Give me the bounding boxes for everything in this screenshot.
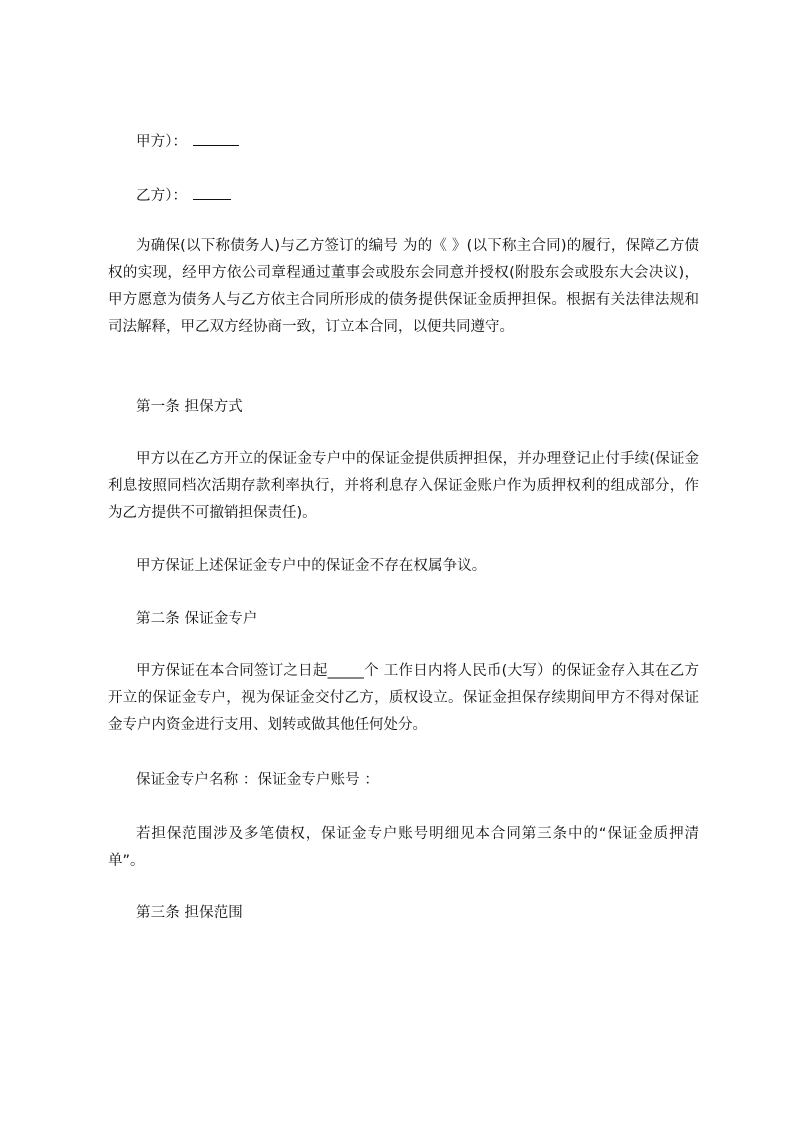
party-b-label: 乙方）： — [136, 188, 188, 204]
article3-title: 第三条 担保范围 — [136, 905, 243, 921]
article1-title: 第一条 担保方式 — [136, 399, 243, 415]
account-line: 保证金专户名称 ：保证金专户账号 ： — [136, 772, 380, 788]
party-a-blank — [193, 131, 239, 146]
party-b-line — [136, 185, 231, 206]
article2-paragraph2: 若担保范围涉及多笔债权，保证金专户账号明细见本合同第三条中的“保证金质押清单”。 — [108, 826, 699, 869]
party-a-line — [136, 131, 239, 152]
article2-title: 第二条 保证金专户 — [136, 611, 258, 627]
party-b-blank — [193, 185, 231, 200]
article1-paragraph1: 甲方以在乙方开立的保证金专户中的保证金提供质押担保，并办理登记止付手续(保证金利息按照同档次活期存款利率执行，并将利息存入保证金账户作为质押权利的组成部分，作为乙方提供不可撤销担保责任)。 — [108, 451, 699, 521]
article2-paragraph1: 甲方保证在本合同签订之日起_____个 工作日内将人民币(大写）的保证金存入其在乙方开立的保证金专户，视为保证金交付乙方，质权设立。保证金担保存续期间甲方不得对保证金专户内资金进行支用、划转或做其他任何处分。 — [108, 663, 699, 733]
preamble-paragraph: 为确保(以下称债务人)与乙方签订的编号 为的《 》(以下称主合同)的履行，保障乙方债权的实现，经甲方依公司章程通过董事会或股东会同意并授权(附股东会或股东大会决议)，甲方愿意为债务人与乙方依主合同所形成的债务提供保证金质押担保。根据有关法律法规和司法解释，甲乙双方经协商一致，订立本合同，以便共同遵守。 — [108, 238, 699, 335]
party-a-label: 甲方）： — [136, 134, 188, 150]
article1-paragraph2: 甲方保证上述保证金专户中的保证金不存在权属争议。 — [136, 558, 487, 574]
